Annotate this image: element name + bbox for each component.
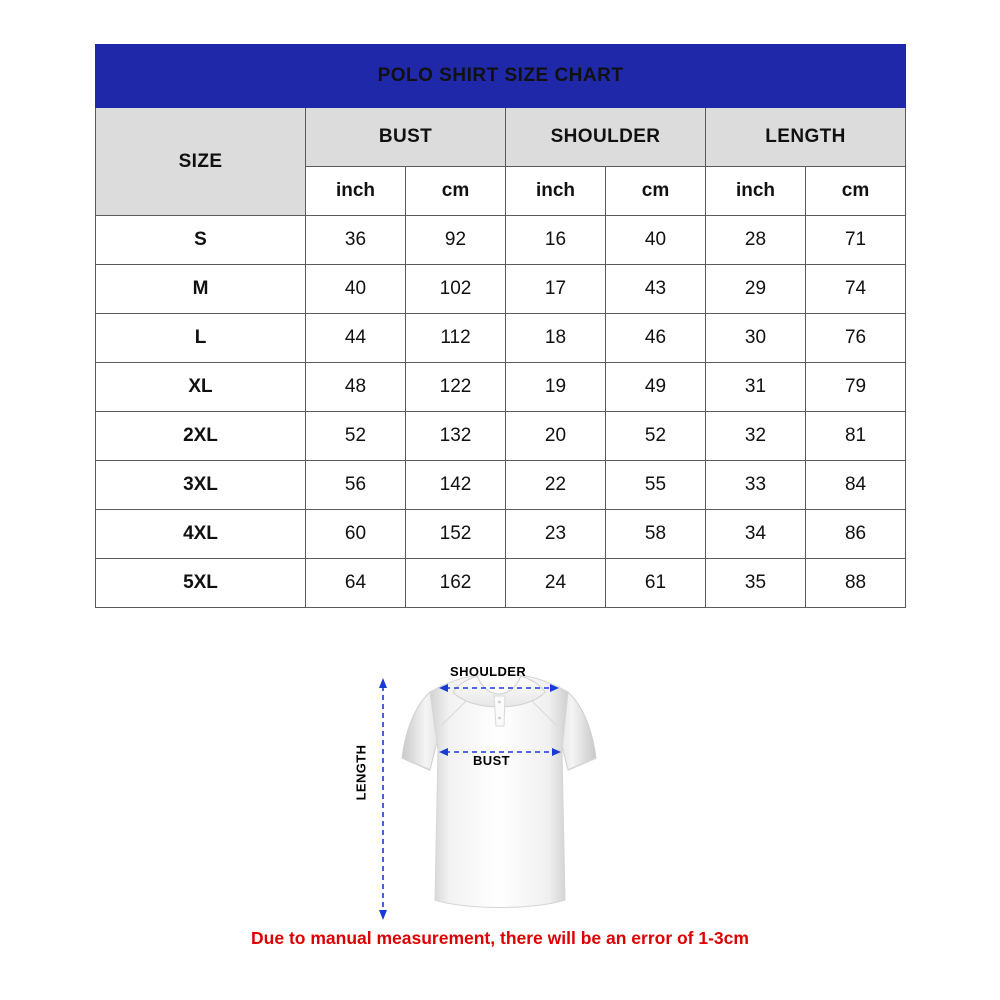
cell-size: 5XL [96, 559, 306, 608]
cell-shoulder-cm: 49 [606, 363, 706, 412]
cell-bust-inch: 64 [306, 559, 406, 608]
cell-shoulder-inch: 18 [506, 314, 606, 363]
cell-shoulder-inch: 17 [506, 265, 606, 314]
cell-bust-cm: 122 [406, 363, 506, 412]
cell-shoulder-cm: 55 [606, 461, 706, 510]
cell-length-inch: 35 [706, 559, 806, 608]
cell-length-cm: 81 [806, 412, 906, 461]
cell-length-cm: 71 [806, 216, 906, 265]
cell-length-cm: 74 [806, 265, 906, 314]
cell-shoulder-inch: 20 [506, 412, 606, 461]
cell-bust-cm: 162 [406, 559, 506, 608]
unit-bust-cm: cm [406, 167, 506, 216]
table-row [96, 363, 906, 412]
cell-shoulder-cm: 52 [606, 412, 706, 461]
cell-length-inch: 28 [706, 216, 806, 265]
group-header-length: LENGTH [706, 108, 906, 167]
cell-bust-cm: 152 [406, 510, 506, 559]
cell-shoulder-inch: 16 [506, 216, 606, 265]
cell-size: 4XL [96, 510, 306, 559]
cell-size: 3XL [96, 461, 306, 510]
cell-length-inch: 33 [706, 461, 806, 510]
cell-size: S [96, 216, 306, 265]
cell-shoulder-cm: 58 [606, 510, 706, 559]
cell-bust-cm: 92 [406, 216, 506, 265]
cell-size: M [96, 265, 306, 314]
group-header-size: SIZE [96, 108, 306, 216]
cell-length-cm: 76 [806, 314, 906, 363]
cell-size: XL [96, 363, 306, 412]
cell-shoulder-inch: 23 [506, 510, 606, 559]
cell-length-inch: 32 [706, 412, 806, 461]
cell-bust-cm: 102 [406, 265, 506, 314]
cell-length-cm: 88 [806, 559, 906, 608]
unit-shoulder-inch: inch [506, 167, 606, 216]
group-header-bust: BUST [306, 108, 506, 167]
title-row [96, 45, 906, 108]
cell-bust-inch: 44 [306, 314, 406, 363]
cell-size: L [96, 314, 306, 363]
cell-length-cm: 84 [806, 461, 906, 510]
table-row [96, 314, 906, 363]
cell-bust-inch: 48 [306, 363, 406, 412]
label-bust: BUST [473, 753, 510, 768]
cell-length-cm: 79 [806, 363, 906, 412]
cell-length-inch: 30 [706, 314, 806, 363]
cell-bust-inch: 56 [306, 461, 406, 510]
label-shoulder: SHOULDER [450, 664, 527, 679]
cell-shoulder-inch: 19 [506, 363, 606, 412]
cell-shoulder-cm: 40 [606, 216, 706, 265]
cell-length-inch: 34 [706, 510, 806, 559]
table-row [96, 265, 906, 314]
cell-shoulder-cm: 43 [606, 265, 706, 314]
group-header-row [96, 108, 906, 167]
unit-length-inch: inch [706, 167, 806, 216]
cell-shoulder-inch: 24 [506, 559, 606, 608]
cell-length-cm: 86 [806, 510, 906, 559]
size-chart-container [95, 44, 905, 608]
chart-title: POLO SHIRT SIZE CHART [96, 45, 906, 108]
label-length: LENGTH [353, 744, 369, 801]
cell-length-inch: 31 [706, 363, 806, 412]
cell-bust-inch: 60 [306, 510, 406, 559]
size-chart-table [95, 44, 906, 608]
cell-bust-inch: 36 [306, 216, 406, 265]
cell-bust-inch: 40 [306, 265, 406, 314]
table-row [96, 216, 906, 265]
table-row [96, 510, 906, 559]
measurement-note: Due to manual measurement, there will be an error of 1-3cm [251, 928, 749, 948]
table-row [96, 559, 906, 608]
cell-shoulder-cm: 61 [606, 559, 706, 608]
unit-shoulder-cm: cm [606, 167, 706, 216]
cell-bust-cm: 132 [406, 412, 506, 461]
cell-bust-cm: 112 [406, 314, 506, 363]
cell-shoulder-cm: 46 [606, 314, 706, 363]
table-row [96, 412, 906, 461]
cell-size: 2XL [96, 412, 306, 461]
unit-length-cm: cm [806, 167, 906, 216]
cell-shoulder-inch: 22 [506, 461, 606, 510]
cell-length-inch: 29 [706, 265, 806, 314]
cell-bust-cm: 142 [406, 461, 506, 510]
table-row [96, 461, 906, 510]
unit-bust-inch: inch [306, 167, 406, 216]
cell-bust-inch: 52 [306, 412, 406, 461]
group-header-shoulder: SHOULDER [506, 108, 706, 167]
measurement-illustration [355, 630, 655, 930]
